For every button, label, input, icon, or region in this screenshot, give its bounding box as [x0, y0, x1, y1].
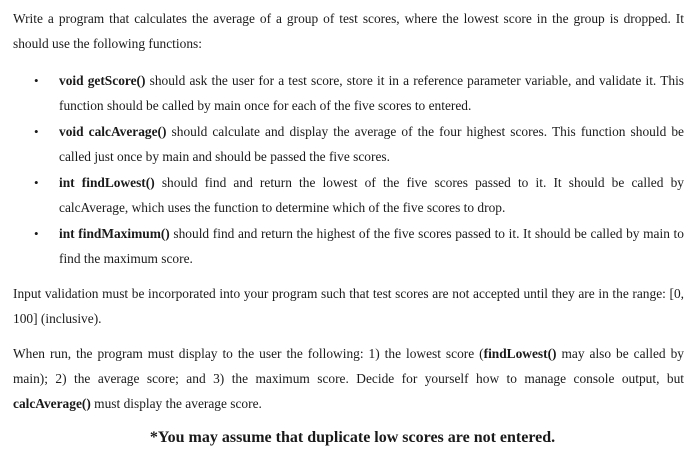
validation-paragraph: Input validation must be incorporated into your program such that test scores are not accepted until they are in the range: [0, 100] (inclusive). [13, 286, 684, 326]
bullet-icon: • [34, 124, 39, 139]
function-reference: findLowest() [483, 346, 557, 361]
list-item-calcaverage [13, 119, 684, 169]
function-description: should find and return the lowest of the five scores passed to it. It should be called by calcAverage, which uses the function to determine which of the five scores to drop. [59, 175, 684, 215]
function-signature: void calcAverage() [59, 124, 167, 139]
bullet-icon: • [34, 73, 39, 88]
list-item-findlowest [13, 170, 684, 220]
bullet-icon: • [34, 226, 39, 241]
run-info-text: When run, the program must display to the user the following: 1) the lowest score ( [13, 346, 484, 361]
bullet-icon: • [34, 175, 39, 190]
function-signature: void getScore() [59, 73, 146, 88]
function-list [13, 68, 684, 271]
function-description: should find and return the highest of the five scores passed to it. It should be called by main to find the maximum score. [59, 226, 684, 266]
assumption-note: *You may assume that duplicate low scores are not entered. [149, 429, 556, 446]
run-info-paragraph [13, 341, 684, 416]
function-signature: int findLowest() [59, 175, 155, 190]
function-description: should calculate and display the average of the four highest scores. This function should be called just once by main and should be passed the five scores. [59, 124, 684, 164]
run-info-text: may also be called by main); 2) the average score; and 3) the maximum score. Decide for yourself how to manage console output, but [13, 346, 684, 386]
run-info-text: must display the average score. [90, 396, 262, 411]
list-item-getscore [13, 68, 684, 118]
list-item-findmaximum [13, 221, 684, 271]
function-signature: int findMaximum() [59, 226, 170, 241]
function-description: should ask the user for a test score, store it in a reference parameter variable, and validate it. This function should be called by main once for each of the five scores to entered. [59, 73, 684, 113]
function-reference: calcAverage() [13, 396, 91, 411]
intro-paragraph: Write a program that calculates the average of a group of test scores, where the lowest score in the group is dropped. It should use the following functions: [13, 11, 684, 51]
